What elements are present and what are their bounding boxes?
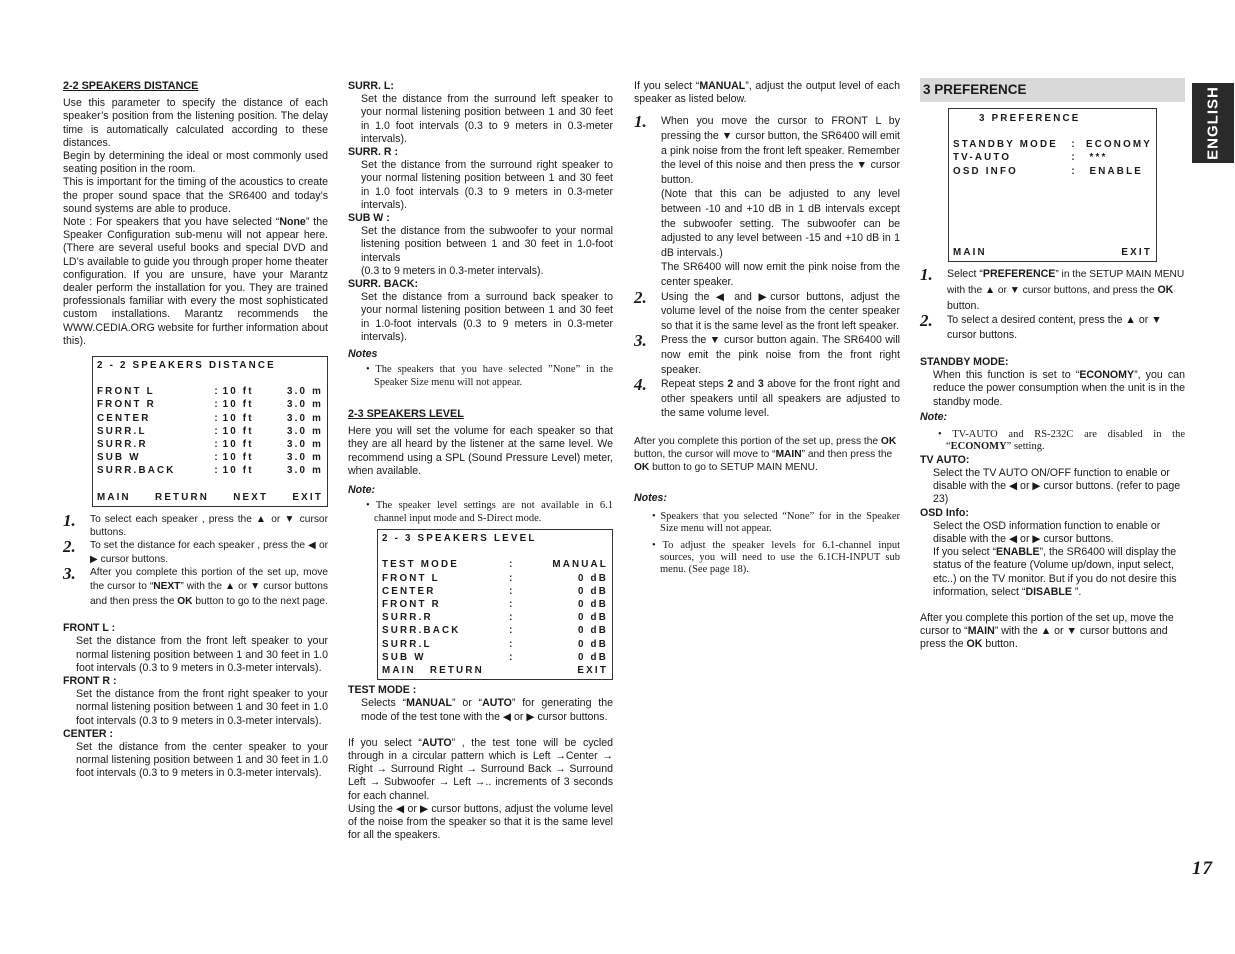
step: 3. Press the ▼ cursor button again. The SR6400 will now emit the pink noise from the front right speaker. [634, 331, 900, 376]
paragraph: Note : For speakers that you have selected “None” the Speaker Configuration sub-menu will not appear here. (There are several useful books and special DVD and LD’s available to guide you through proper home theater configuration. If you are unsure, have your Marantz dealer perform the installation for you. They are trained professionals familiar with every the most sophisticated custom installations. Marantz recommends the WWW.CEDIA.ORG website for further information about this). [63, 216, 328, 347]
osd-footer: MAIN RETURN EXIT [382, 664, 608, 676]
note-item: • The speaker level settings are not available in 6.1 channel input mode and S-Direct mode. [366, 500, 613, 524]
osd-speakers-distance [92, 356, 328, 507]
paragraph: (0.3 to 9 meters in 0.3-meter intervals). [361, 264, 544, 277]
column-2 [348, 78, 613, 842]
paragraph: If you select “MANUAL”, adjust the output level of each speaker as listed below. [634, 80, 900, 106]
notes-heading: Notes [348, 348, 378, 361]
paragraph: Set the distance from the front left speaker to your normal listening position between 1 and 30 feet in 1.0 foot intervals (0.3 to 9 meters in 0.3-meter intervals). [76, 635, 328, 674]
osd-row: SURR.BACK : 0 dB [382, 625, 608, 637]
note-item: • TV-AUTO and RS-232C are disabled in the “ECONOMY” setting. [938, 429, 1185, 453]
label-osd-info: OSD Info: [920, 506, 969, 519]
osd-table [97, 385, 323, 477]
paragraph: Select the OSD information function to enable or disable with the ◀ or ▶ cursor buttons. [933, 519, 1161, 546]
step: 2. Using the ◀ and ▶cursor buttons, adjust the volume level of the noise from the center speaker so that it is the same level as the front left speaker. [634, 287, 900, 332]
osd-row: SUB W : 0 dB [382, 651, 608, 663]
note-item: • To adjust the speaker levels for 6.1-channel input sources, you will need to use the 6.1CH-INPUT sub menu. (See page 18). [652, 539, 900, 576]
paragraph: Here you will set the volume for each speaker so that they are all heard by the listener at the same level. We recommend using a SPL (Sound Pressure Level) meter, when available. [348, 425, 613, 477]
osd-row: SURR.L : 0 dB [382, 638, 608, 650]
osd-row: CENTER : 0 dB [382, 585, 608, 597]
osd-row: SUB W : 10 ft 3.0 m [97, 452, 323, 464]
osd-row: FRONT L : 10 ft 3.0 m [97, 386, 323, 398]
step: 1. To select each speaker , press the ▲ or ▼ cursor buttons. [63, 510, 328, 539]
label-surr-r: SURR. R : [348, 146, 399, 159]
paragraph: After you complete this portion of the set up, press the OK button, the cursor will move to “MAIN” and then press the OK button to go to SETUP MAIN MENU. [634, 435, 897, 474]
section-title-preference: 3 PREFERENCE [920, 78, 1185, 102]
section-title-speakers-level: 2-3 SPEAKERS LEVEL [348, 408, 464, 421]
label-surr-back: SURR. BACK: [348, 278, 419, 291]
paragraph: Set the distance from the subwoofer to your normal listening position between 1 and 30 feet in 1.0-foot intervals [361, 225, 613, 264]
step: 4. Repeat steps 2 and 3 above for the front right and other speakers until all speakers are adjusted to the same volume level. [634, 375, 900, 420]
osd-row: FRONT R : 0 dB [382, 598, 608, 610]
section-title-speakers-distance: 2-2 SPEAKERS DISTANCE [63, 80, 199, 92]
step: 2. To select a desired content, press the ▲ or ▼ cursor buttons. [920, 311, 1162, 342]
label-center: CENTER : [63, 727, 114, 740]
notes-heading: Notes: [634, 492, 667, 505]
osd-title: 2 - 3 SPEAKERS LEVEL [382, 533, 537, 545]
label-front-l: FRONT L : [63, 622, 116, 635]
label-surr-l: SURR. L: [348, 80, 394, 92]
osd-title: 3 PREFERENCE [979, 113, 1081, 124]
label-tv-auto: TV AUTO: [920, 453, 970, 466]
osd-row: FRONT L : 0 dB [382, 572, 608, 584]
label-standby-mode: STANDBY MODE: [920, 355, 1009, 368]
label-test-mode: TEST MODE : [348, 684, 417, 697]
osd-table [382, 558, 608, 664]
osd-row: SURR.R : 0 dB [382, 612, 608, 624]
osd-row: TEST MODE : MANUAL [382, 559, 608, 571]
osd-row: CENTER : 10 ft 3.0 m [97, 412, 323, 424]
osd-speakers-level [377, 529, 613, 680]
label-sub-w: SUB W : [348, 212, 390, 225]
column-1 [63, 78, 328, 781]
label-front-r: FRONT R : [63, 675, 117, 688]
osd-row: SURR.BACK : 10 ft 3.0 m [97, 465, 323, 477]
paragraph: If you select “ENABLE”, the SR6400 will display the status of the feature (Volume up/down, input select, etc..) on the TV monitor. But if you do not desire this information, select “DISABLE ”. [933, 546, 1177, 598]
paragraph: Set the distance from the surround left speaker to your normal listening position between 1 and 30 feet in 1.0 foot intervals (0.3 to 9 meters in 0.3-meter intervals). [361, 93, 613, 145]
step: 1. When you move the cursor to FRONT L by pressing the ▼ cursor button, the SR6400 will emit a pink noise from the front left speaker. Remember the level of this noise and then press the ▼ cursor button. (Note that this can be adjusted to any level between -10 and +10 dB in 1 dB intervals except the subwoofer setting. The subwoofer can be adjusted to any level between -15 and +10 dB in 1 dB intervals.) The SR6400 will now emit the pink noise from the center speaker. [634, 112, 900, 288]
osd-table [953, 138, 1152, 178]
paragraph: This is important for the timing of the acoustics to create the proper sound space that the SR6400 and today’s sound systems are able to produce. [63, 176, 328, 215]
paragraph: Selects “MANUAL” or “AUTO” for generating the mode of the test tone with the ◀ or ▶ cursor buttons. [361, 697, 613, 723]
paragraph: Using the ◀ or ▶ cursor buttons, adjust the volume level of the noise from the speaker so that it is the same level for all the speakers. [348, 802, 613, 842]
step: 3. After you complete this portion of the set up, move the cursor to “NEXT” with the ▲ or ▼ cursor buttons and then press the OK button to go to the next page. [63, 563, 328, 607]
paragraph: Set the distance from the center speaker to your normal listening position between 1 and 30 feet in 1.0 foot intervals (0.3 to 9 meters in 0.3-meter intervals). [76, 741, 328, 780]
step: 2. To set the distance for each speaker , press the ◀ or ▶ cursor buttons. [63, 537, 328, 565]
osd-row: OSD INFO : ENABLE [953, 165, 1143, 177]
osd-row: TV-AUTO : *** [953, 152, 1108, 164]
osd-row: SURR.L : 10 ft 3.0 m [97, 425, 323, 437]
osd-row: SURR.R : 10 ft 3.0 m [97, 439, 323, 451]
paragraph: Set the distance from the surround right speaker to your normal listening position between 1 and 30 feet in 1.0 foot intervals (0.3 to 9 meters in 0.3-meter intervals). [361, 159, 613, 211]
osd-preference [948, 108, 1157, 262]
osd-footer: MAIN RETURN NEXT EXIT [97, 491, 323, 503]
osd-row: FRONT R : 10 ft 3.0 m [97, 399, 323, 411]
paragraph: If you select “AUTO” , the test tone will be cycled through in a circular pattern which is Left →Center → Right → Surround Right → Surround Back → Surround Left → Subwoofer → Left →.. increments of 3 seconds for each channel. [348, 736, 613, 802]
paragraph: Select the TV AUTO ON/OFF function to enable or disable with the ◀ or ▶ cursor buttons. (refer to page 23) [933, 467, 1181, 506]
paragraph: When this function is set to “ECONOMY”, you can reduce the power consumption when the unit is in the standby mode. [933, 369, 1185, 408]
page-number: 17 [1192, 858, 1213, 879]
step: 1. Select “PREFERENCE” in the SETUP MAIN MENU with the ▲ or ▼ cursor buttons, and press the OK button. [920, 265, 1185, 312]
osd-title: 2 - 2 SPEAKERS DISTANCE [97, 360, 276, 372]
column-3 [634, 78, 900, 577]
note-item: • The speakers that you have selected ”None” in the Speaker Size menu will not appear. [366, 364, 613, 388]
osd-row: STANDBY MODE : ECONOMY [953, 139, 1152, 151]
column-4 [920, 78, 1185, 652]
paragraph: Set the distance from a surround back speaker to your normal listening position between 1 and 30 feet in 1.0-foot intervals (0.3 to 9 meters in 0.3-meter intervals). [361, 291, 613, 343]
paragraph: Use this parameter to specify the distance of each speaker’s position from the listening position. The delay time is automatically calculated according to these distances. [63, 97, 328, 149]
language-tab: ENGLISH [1192, 83, 1234, 163]
note-heading: Note: [348, 484, 376, 497]
note-heading: Note: [920, 410, 948, 423]
note-item: • Speakers that you selected “None” for in the Speaker Size menu will not appear. [652, 510, 900, 535]
paragraph: Set the distance from the front right speaker to your normal listening position between 1 and 30 feet in 1.0 foot intervals (0.3 to 9 meters in 0.3-meter intervals). [76, 688, 328, 727]
paragraph: After you complete this portion of the set up, move the cursor to “MAIN” with the ▲ or ▼ cursor buttons and press the OK button. [920, 612, 1174, 651]
paragraph: Begin by determining the ideal or most commonly used seating position in the room. [63, 150, 328, 176]
osd-footer: MAIN EXIT [953, 246, 1152, 258]
